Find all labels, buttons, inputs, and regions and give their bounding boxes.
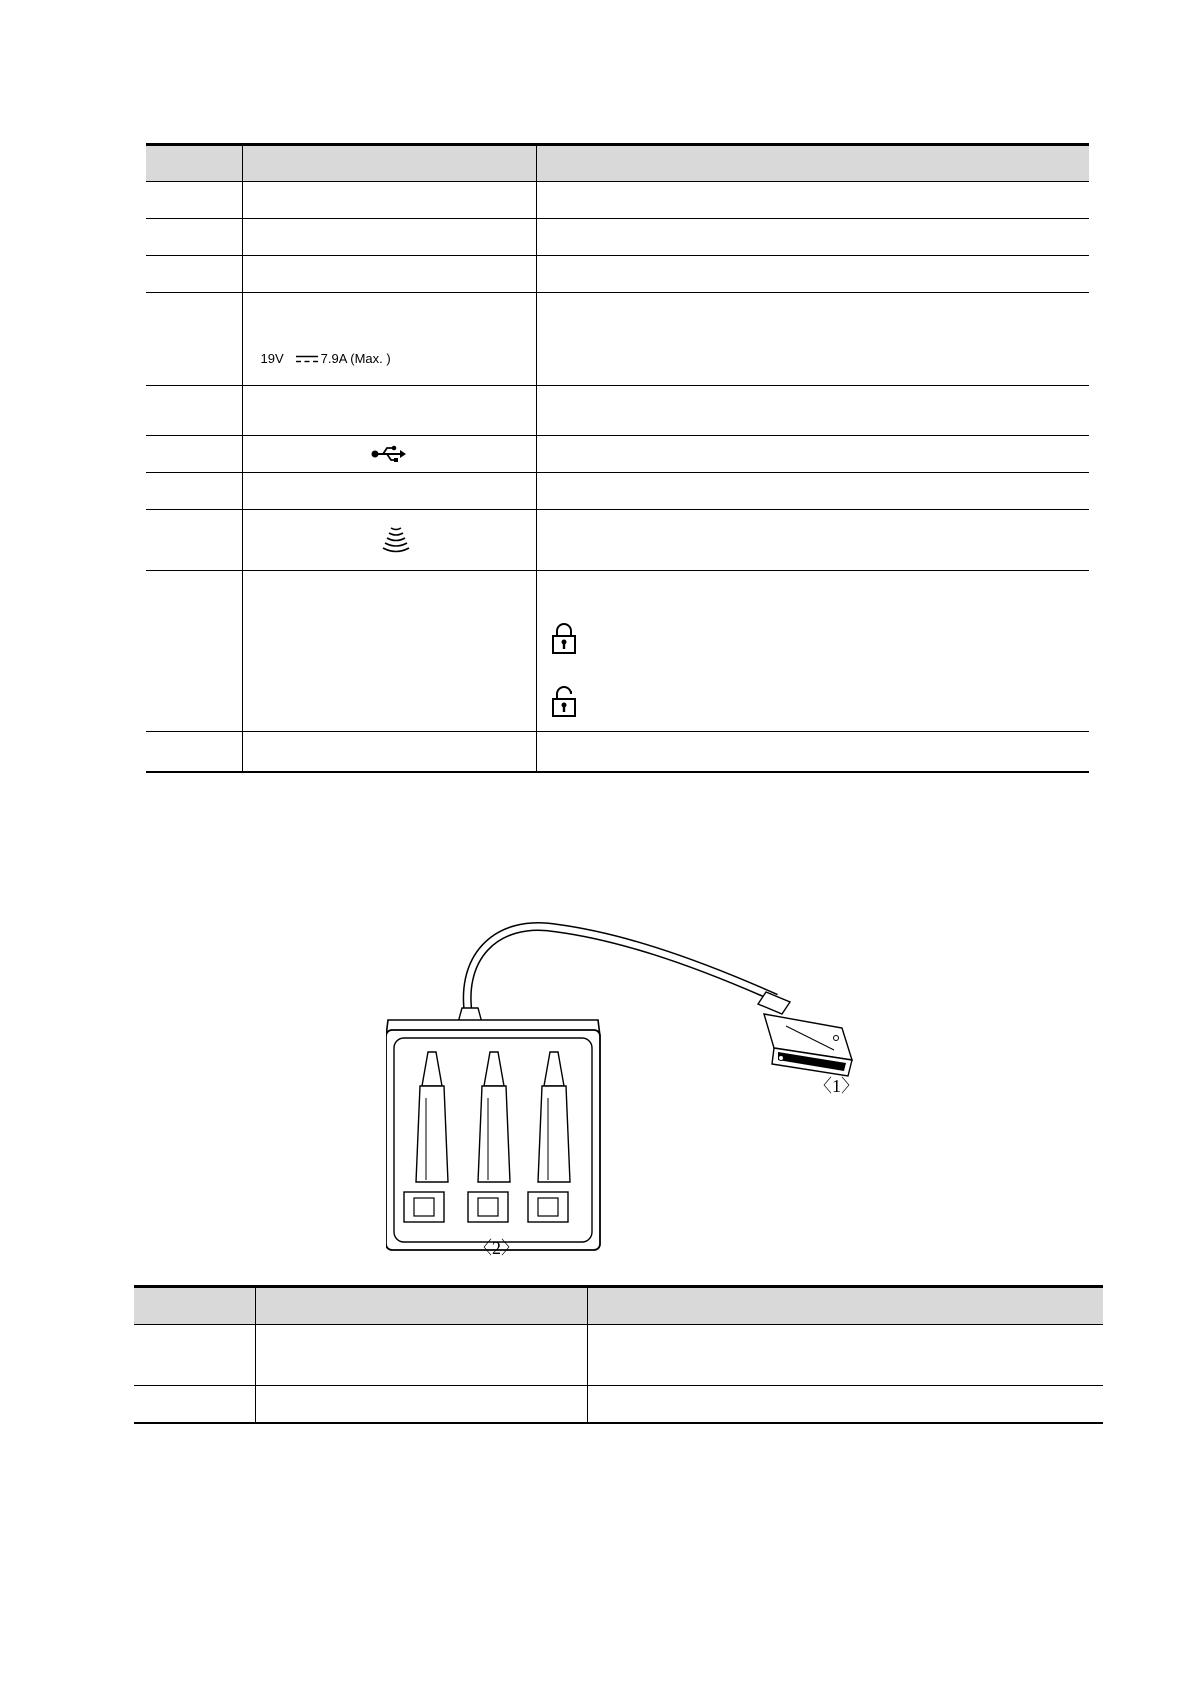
table-row — [134, 1325, 1103, 1386]
table-row — [146, 436, 1089, 473]
figure-label-2: 〈2〉 — [474, 1238, 519, 1258]
probe-holder-2 — [386, 1020, 600, 1250]
header-cell-no — [134, 1287, 255, 1325]
table-row — [146, 182, 1089, 219]
header-cell-no — [146, 145, 242, 182]
table-row — [146, 473, 1089, 510]
table-header-row — [134, 1287, 1103, 1325]
current-text: 7.9A (Max. ) — [320, 350, 391, 366]
header-cell-name — [242, 145, 536, 182]
header-cell-function — [587, 1287, 1103, 1325]
parts-table — [134, 1285, 1103, 1424]
figure-label-1: 〈1〉 — [814, 1076, 859, 1096]
unlocked-padlock-icon — [551, 682, 577, 718]
table-row — [134, 1386, 1103, 1423]
table-row — [146, 510, 1089, 571]
ports-table — [146, 143, 1089, 773]
table-row — [146, 732, 1089, 772]
usb-icon — [371, 445, 407, 463]
dc-symbol-icon — [296, 355, 318, 363]
power-rating-cell — [242, 293, 536, 386]
locked-padlock-icon — [551, 621, 577, 655]
table-row — [146, 571, 1089, 732]
voltage-text: 19V — [260, 350, 284, 366]
table-row — [146, 386, 1089, 436]
table-row — [146, 219, 1089, 256]
transducer-waves-icon — [378, 525, 414, 555]
probe-adapter-drawing — [386, 918, 866, 1258]
table-header-row — [146, 145, 1089, 182]
header-cell-name — [255, 1287, 587, 1325]
table-row — [146, 293, 1089, 386]
connector-1 — [758, 992, 852, 1076]
header-cell-function — [536, 145, 1089, 182]
table-row — [146, 256, 1089, 293]
probe-adapter-figure — [386, 918, 866, 1258]
